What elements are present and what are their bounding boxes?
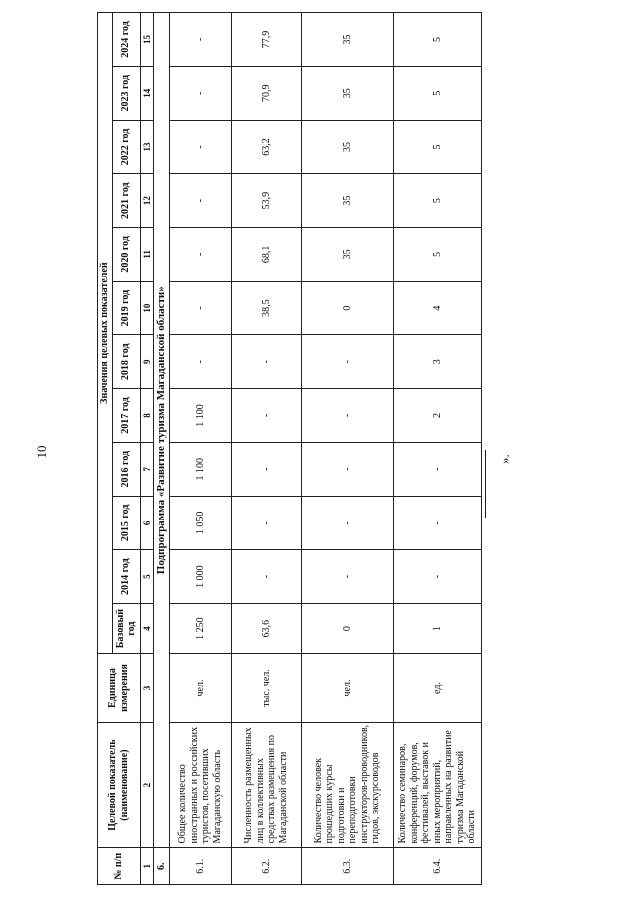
indicator-name: Численность размещенных лиц в коллективных средствах размещения по Магаданской области [231,722,301,848]
table-row [393,13,481,885]
base-year-value: 0 [301,603,393,653]
unit-cell: чел. [169,654,231,723]
year-value: 35 [301,120,393,174]
column-number: 15 [140,13,153,67]
column-number: 6 [140,496,153,550]
year-value: - [169,13,231,67]
year-value: - [393,550,481,604]
indicator-name: Общее количество иностранных и российских туристов, посетивших Магаданскую область [169,722,231,848]
table-row [231,13,301,885]
column-number: 3 [140,654,153,723]
row-number: 6.4. [393,848,481,885]
year-value: 68,1 [231,228,301,282]
unit-cell: чел. [301,654,393,723]
header-year: 2017 год [112,389,140,443]
year-value: 5 [393,228,481,282]
header-year: 2015 год [112,496,140,550]
column-number: 1 [140,848,153,885]
column-number: 14 [140,66,153,120]
year-value: - [169,120,231,174]
header-year: 2016 год [112,442,140,496]
header-year: 2024 год [112,13,140,67]
year-value: - [301,496,393,550]
closing-rule [485,450,486,518]
column-number: 4 [140,603,153,653]
year-value: 53,9 [231,174,301,228]
header-values-group: Значения целевых показателей [98,13,113,654]
year-value: - [169,228,231,282]
header-unit: Единица измерения [98,654,141,723]
year-value: 5 [393,174,481,228]
year-value: 1 000 [169,550,231,604]
column-number: 5 [140,550,153,604]
header-year: 2020 год [112,228,140,282]
year-value: - [393,442,481,496]
column-number: 13 [140,120,153,174]
header-num: № п/п [98,848,141,885]
year-value: - [301,550,393,604]
year-value: 5 [393,66,481,120]
column-number: 7 [140,442,153,496]
column-number: 9 [140,335,153,389]
year-value: - [169,281,231,335]
year-value: - [231,496,301,550]
column-number: 10 [140,281,153,335]
year-value: - [301,389,393,443]
row-number: 6.1. [169,848,231,885]
year-value: 1 050 [169,496,231,550]
indicator-name: Количество человек прошедших курсы подготовки и переподготовки инструкторов-проводников, гидов, экскурсоводов [301,722,393,848]
year-value: 4 [393,281,481,335]
section-title: Подпрограмма «Развитие туризма Магаданской области» [153,13,169,848]
year-value: 35 [301,66,393,120]
column-number: 12 [140,174,153,228]
column-number: 2 [140,722,153,848]
column-number: 11 [140,228,153,282]
year-value: - [231,550,301,604]
year-value: - [231,335,301,389]
header-indicator: Целевой показатель (наименование) [98,722,141,848]
table-row [169,13,231,885]
year-value: 0 [301,281,393,335]
header-year: 2014 год [112,550,140,604]
target-indicators-table [97,12,482,885]
header-year: 2022 год [112,120,140,174]
year-value: 1 100 [169,389,231,443]
year-value: - [169,66,231,120]
column-number: 8 [140,389,153,443]
year-value: - [231,442,301,496]
year-value: - [301,442,393,496]
header-year: 2023 год [112,66,140,120]
year-value: 5 [393,120,481,174]
year-value: 3 [393,335,481,389]
year-value: 2 [393,389,481,443]
closing-mark: ». [497,454,512,464]
section-number: 6. [153,848,169,885]
base-year-value: 1 [393,603,481,653]
year-value: - [231,389,301,443]
year-value: 70,9 [231,66,301,120]
page-number: 10 [34,445,49,459]
year-value: 63,2 [231,120,301,174]
indicator-name: Количество семинаров, конференций, форумов, фестивалей, выставок и иных мероприятий, направленных на развитие туризма Магаданской области [393,722,481,848]
base-year-value: 63,6 [231,603,301,653]
year-value: 35 [301,228,393,282]
header-year: 2018 год [112,335,140,389]
year-value: 1 100 [169,442,231,496]
year-value: 35 [301,13,393,67]
year-value: 38,5 [231,281,301,335]
base-year-value: 1 250 [169,603,231,653]
year-value: - [301,335,393,389]
header-year: 2021 год [112,174,140,228]
year-value: - [393,496,481,550]
row-number: 6.3. [301,848,393,885]
unit-cell: тыс. чел. [231,654,301,723]
year-value: 35 [301,174,393,228]
year-value: 77,9 [231,13,301,67]
year-value: 5 [393,13,481,67]
year-value: - [169,335,231,389]
target-indicators-table-container [97,12,478,885]
year-value: - [169,174,231,228]
unit-cell: ед. [393,654,481,723]
header-year: 2019 год [112,281,140,335]
row-number: 6.2. [231,848,301,885]
table-row [301,13,393,885]
header-base-year: Базовый год [112,603,140,653]
